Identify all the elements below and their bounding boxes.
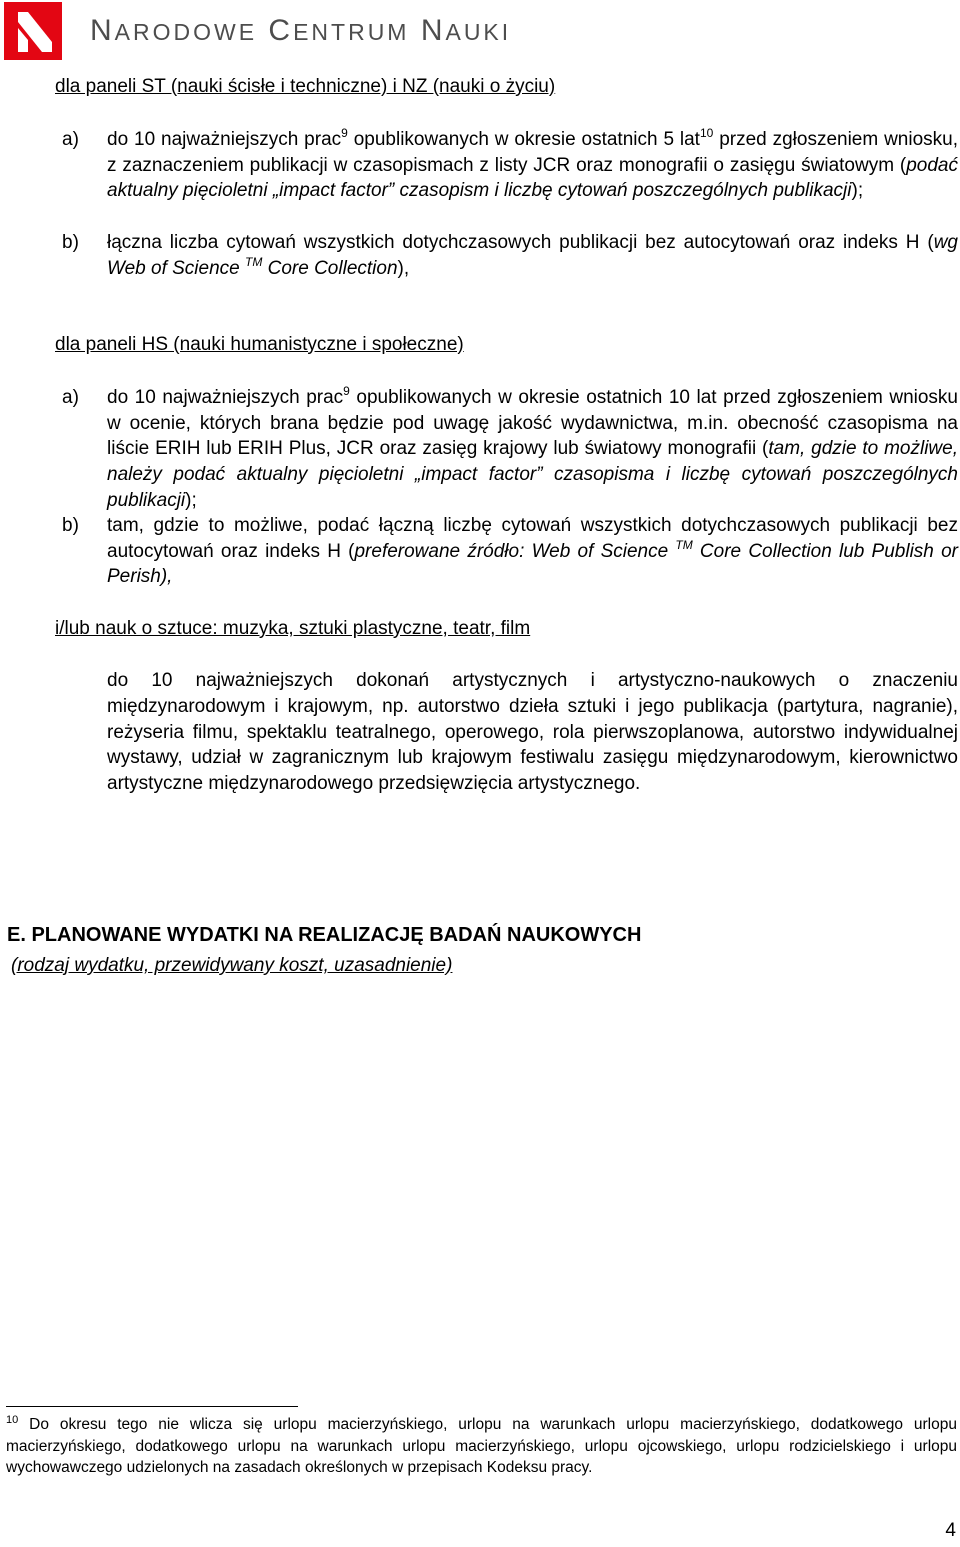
st-nz-item-a [62,127,958,204]
footnote-text: Do okresu tego nie wlicza się urlopu macierzyńskiego, urlopu na warunkach urlopu macierzyńskiego, dodatkowego urlopu macierzyńskiego, dodatkowego urlopu na warunkach urlopu macierzyńskiego, urlopu ojcowskiego, urlopu rodzicielskiego i urlopu wychowawczego udzielonych na zasadach określonych w przepisach Kodeksu pracy. [6,1416,957,1476]
footnote-number: 10 [6,1414,19,1426]
ncn-brand-name: NARODOWE CENTRUM NAUKI [90,14,512,47]
list-item-text: do 10 najważniejszych prac$^9$ opublikowanych w okresie ostatnich 10 lat przed zgłoszeniem wniosku w ocenie, których brana będzie pod uwagę jakość wydawnictwa, m.in. obecność czasopisma na liście ERIH lub ERIH Plus, JCR oraz zasięg krajowy lub światowy monografii (tam, gdzie to możliwe, należy podać aktualny pięcioletni „impact factor” czasopisma i liczbę cytowań poszczególnych publikacji); [107,384,958,511]
footnote-separator [6,1406,298,1407]
section-e-subtitle: (rodzaj wydatku, przewidywany koszt, uzasadnienie) [11,955,453,976]
ncn-logo-mark [4,2,62,60]
list-item-text: do 10 najważniejszych prac$^9$ opublikowanych w okresie ostatnich 5 lat$^{10}$ przed zgłoszeniem wniosku, z zaznaczeniem publikacji w czasopismach z listy JCR oraz monografii o zasięgu światowym (podać aktualny pięcioletni „impact factor” czasopism i liczbę cytowań poszczególnych publikacji); [107,126,958,202]
footnote [6,1414,957,1479]
arts-paragraph: do 10 najważniejszych dokonań artystycznych i artystyczno-naukowych o znaczeniu międzynarodowym i krajowym, np. autorstwo dzieła sztuki i jego publikacja (partytura, nagranie), reżyseria filmu, spektaklu teatralnego, operowego, rola pierwszoplanowa, autorstwo indywidualnej wystawy, udział w zagranicznym lub krajowym festiwalu zasięgu międzynarodowym, kierownictwo artystyczne międzynarodowego przedsięwzięcia artystycznego. [107,670,958,795]
list-label: b) [62,515,79,536]
hs-item-a [62,385,958,514]
st-nz-item-b [62,230,958,281]
list-label: a) [62,387,79,408]
page-number: 4 [945,1520,956,1541]
list-label: b) [62,232,79,253]
hs-heading: dla paneli HS (nauki humanistyczne i społeczne) [55,334,464,355]
list-item-text: tam, gdzie to możliwe, podać łączną liczbę cytowań wszystkich dotychczasowych publikacji bez autocytowań oraz indeks H (preferowane źródło: Web of Science ™ Core Collection lub Publish or Perish), [107,515,958,588]
arts-heading: i/lub nauk o sztuce: muzyka, sztuki plastyczne, teatr, film [55,618,531,639]
st-nz-heading: dla paneli ST (nauki ścisłe i techniczne) i NZ (nauki o życiu) [55,76,556,97]
hs-item-b [62,513,958,590]
list-label: a) [62,129,79,150]
list-item-text: łączna liczba cytowań wszystkich dotychczasowych publikacji bez autocytowań oraz indeks H (wg Web of Science ™ Core Collection), [107,232,958,279]
section-e-title: E. PLANOWANE WYDATKI NA REALIZACJĘ BADAŃ NAUKOWYCH [7,924,642,946]
